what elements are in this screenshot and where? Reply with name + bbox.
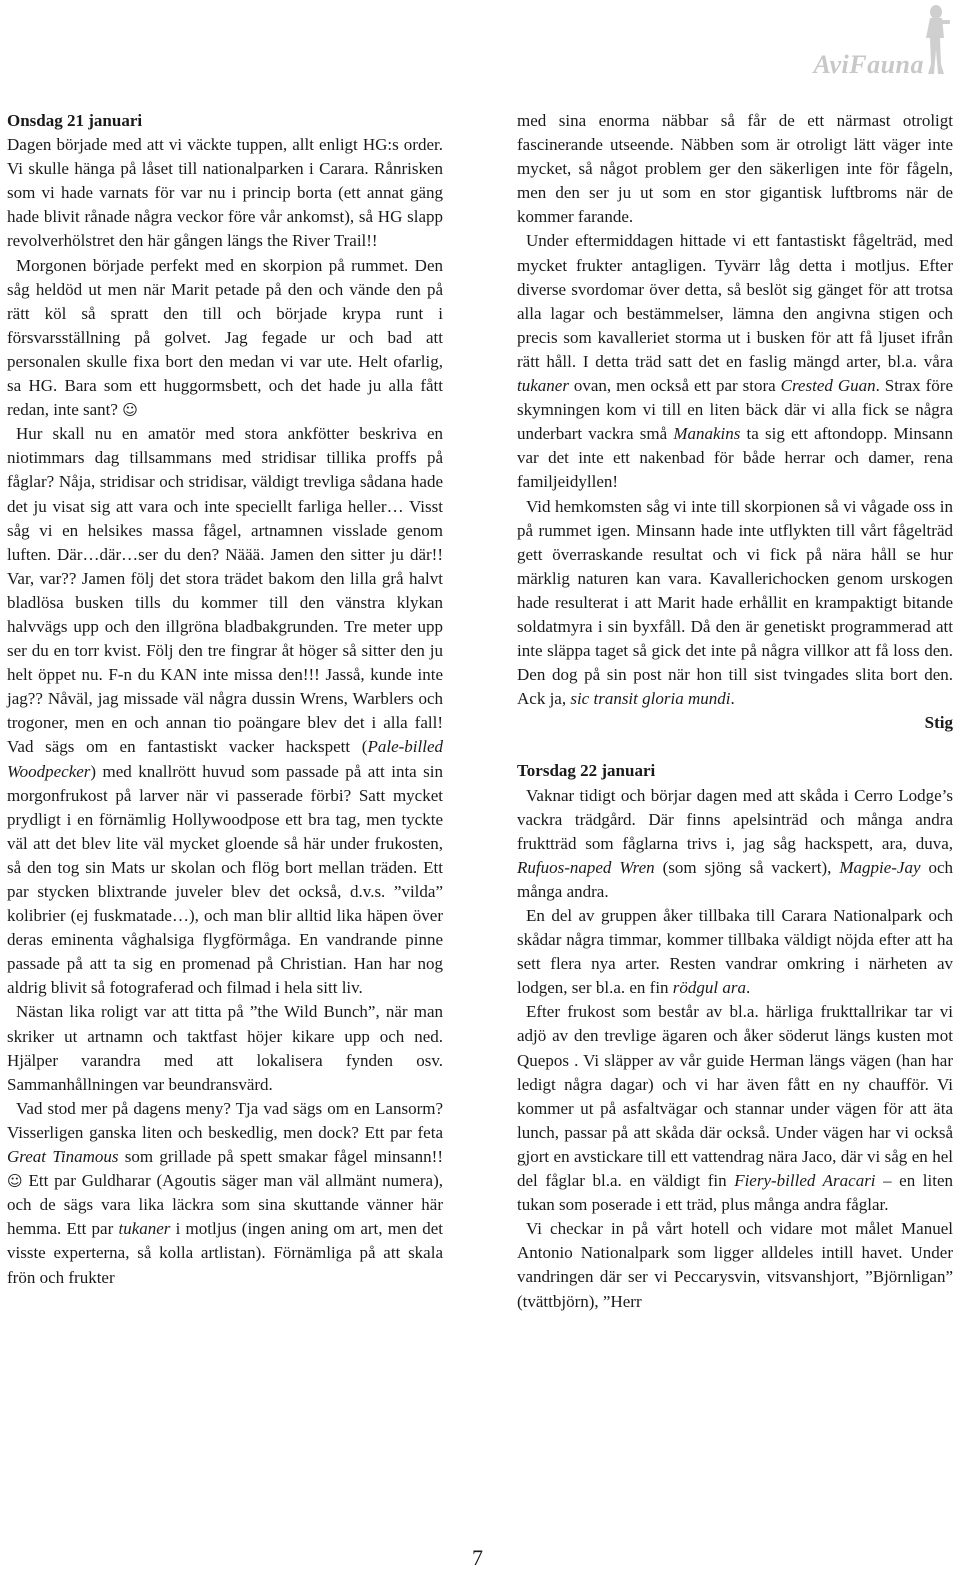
section-heading: Torsdag 22 januari xyxy=(517,761,656,781)
paragraph: Efter frukost som består av bl.a. härliga frukttallrikar tar vi adjö av den trevlige ägaren och åker söderut längs kusten mot Quepos . Vi släpper av vår guide Herman längs vägen (han har ledigt några dagar) och vi har även fått en ny chaufför. Vi kommer ut på asfaltvägar och stannar under vägen för att äta lunch, passar på att skåda där också. Under vägen har vi också gjort en avstickare till ett vattendrag nära Jaco, där vi såg en hel del fåglar bl.a. en väldigt fin Fiery-billed Aracari – en liten tukan som poserade i ett träd, plus många andra fåglar. xyxy=(517,1002,953,1215)
paragraph: med sina enorma näbbar så får de ett närmast otroligt fascinerande utseende. Näbben som är otroligt lätt väger inte mycket, så något problem ger den säkerligen inte för fågeln, men den ser ju ut som en stor gigantisk luftbroms när de kommer farande. xyxy=(517,111,953,227)
smiley-icon: ☺ xyxy=(7,1172,23,1191)
logo-wordmark: AviFauna xyxy=(813,50,924,79)
paragraph: Nästan lika roligt var att titta på ”the Wild Bunch”, när man skriker ut artnamn och taktfast höjer kikare upp och ned. Hjälper varandra med att lokalisera fynden osv. Sammanhållningen var beundransvärd. xyxy=(7,1002,443,1094)
paragraph: Under eftermiddagen hittade vi ett fantastiskt fågelträd, med mycket frukter antagligen. Tyvärr låg detta i motljus. Efter diverse svordomar över detta, så beslöt sig gänget för att trotsa alla lagar och bestämmelser, lämna den angivna stigen och precis som kavalleriet storma ut i busken för att få ljuset ifrån rätt håll. I detta träd satt det en faslig mängd arter, bl.a. våra tukaner ovan, men också ett par stora Crested Guan. Strax före skymningen kom vi till en liten bäck där vi alla fick se några underbart vackra små Manakins ta sig ett aftondopp. Minsann var det inte ett nakenbad för både herrar och damer, rena familjeidyllen! xyxy=(517,231,953,492)
smiley-icon: ☺ xyxy=(122,401,138,420)
paragraph: Vaknar tidigt och börjar dagen med att skåda i Cerro Lodge’s vackra trädgård. Där finns apelsinträd och många andra fruktträd som fåglarna trivs i, jag såg hackspett, ara, duva, Rufuos-naped Wren (som sjöng så vackert), Magpie-Jay och många andra. xyxy=(517,785,954,901)
section-heading: Onsdag 21 januari xyxy=(7,111,143,130)
right-column xyxy=(517,109,953,1314)
paragraph: Vid hemkomsten såg vi inte till skorpionen så vi vågade oss in på rummet igen. Minsann hade inte utflykten till vårt fågelträd gett överraskande resultat och vi fick på nära håll se hur märklig naturen kan vara. Kavallerichocken genom urskogen hade resulterat i att Marit hade erhållit en krampaktigt bitande soldatmyra i sin byxfåll. Då den är genetiskt programmerad att inte släppa taget så gick det inte på några villkor att få loss den. Den dog på sin post när hon till sist tvingades slita bort den. Ack ja, sic transit gloria mundi. xyxy=(517,496,953,709)
paragraph: Morgonen började perfekt med en skorpion på rummet. Den såg heldöd ut men när Marit petade på den och vände den på rätt köl så spratt den till och började krypa runt i försvarsställning på golvet. Jag fegade ur och bad att personalen skulle fixa bort den medan vi var ute. Helt ofarlig, sa HG. Bara som ett huggormsbett, och det hade ju alla fått redan, inte sant? ☺ xyxy=(7,255,443,420)
left-column xyxy=(7,109,443,1290)
paragraph: Vi checkar in på vårt hotell och vidare mot målet Manuel Antonio Nationalpark som ligger alldeles intill havet. Under vandringen där ser vi Peccarysvin, vitsvanshjort, ”Björnligan” (tvättbjörn), ”Herr xyxy=(517,1219,953,1311)
signature: Stig xyxy=(924,713,953,733)
paragraph: Hur skall nu en amatör med stora ankfötter beskriva en niotimmars dag tillsammans med stridisar tillika proffs på fåglar? Nåja, stridisar och stridisar, väldigt trevliga sådana hade det ju visat sig att vara och inte speciellt farliga heller… Visst såg vi en helsikes massa fågel, artnamnen visslade genom luften. Där…där…ser du den? Näää. Jamen den sitter ju där!! Var, var?? Jamen följ det stora trädet bakom den lilla grå halvt bladlösa busken tills du kommer till den vänstra klykan halvvägs upp och den illgröna bladbakgrunden. Tre meter upp ser du en torr kvist. Följ den tre fingrar åt höger så sitter den ju helt öppet nu. F-n du KAN inte missa den!!! Jasså, kunde inte jag?? Nåväl, jag missade väl några dussin Wrens, Warblers och trogoner, men en och annan tio poängare blev det i alla fall! Vad sägs om en fantastiskt vacker hackspett (Pale-billed Woodpecker) med knallrött huvud som passade på att inta sin morgonfrukost på larver när vi passerade förbi? Satt mycket prydligt i en förnämlig Hollywoodpose ett bra tag, men tyckte väl att det blev lite väl mycket gloende så här under frukosten, så den tog sin Mats ur skolan och flög bort mellan träden. Ett par stycken blixtrande juveler blev det också, d.v.s. ”vilda” kolibrier (ej fuskmatade…), och man blir alltid lika häpen över deras eminenta våghalsiga flygförmåga. En vandrande pinne passade på att ta sig en promenad på Christian. Han har nog aldrig blivit så fotograferad och filmad i hela sitt liv. xyxy=(7,424,443,998)
avifauna-logo xyxy=(764,4,954,79)
paragraph: En del av gruppen åker tillbaka till Carara Nationalpark och skådar några timmar, kommer tillbaka väldigt nöjda efter att ha sett flera nya arter. Resten vandrar omkring i närheten av lodgen, ser bl.a. en fin rödgul ara. xyxy=(517,906,953,998)
page-number: 7 xyxy=(472,1545,483,1570)
paragraph: Dagen började med att vi väckte tuppen, allt enligt HG:s order. Vi skulle hänga på låset till nationalparken i Carara. Rånrisken som vi hade varnats för var nu i princip borta (ett annat gäng hade blivit rånade några veckor före vår ankomst), så HG slapp revolverhölstret den här gången längs the River Trail!! xyxy=(7,135,443,251)
paragraph: Vad stod mer på dagens meny? Tja vad sägs om en Lansorm? Visserligen ganska liten och beskedlig, men dock? Ett par feta Great Tinamous som grillade på spett smakar fågel minsann!! ☺ Ett par Guldharar (Agoutis säger man väl allmänt numera), och de sägs vara lika läckra som sina skuttande vänner här hemma. Ett par tukaner i motljus (ingen aning om art, men det visste experterna, så kolla artlistan). Förnämliga på att skala frön och frukter xyxy=(7,1098,443,1287)
